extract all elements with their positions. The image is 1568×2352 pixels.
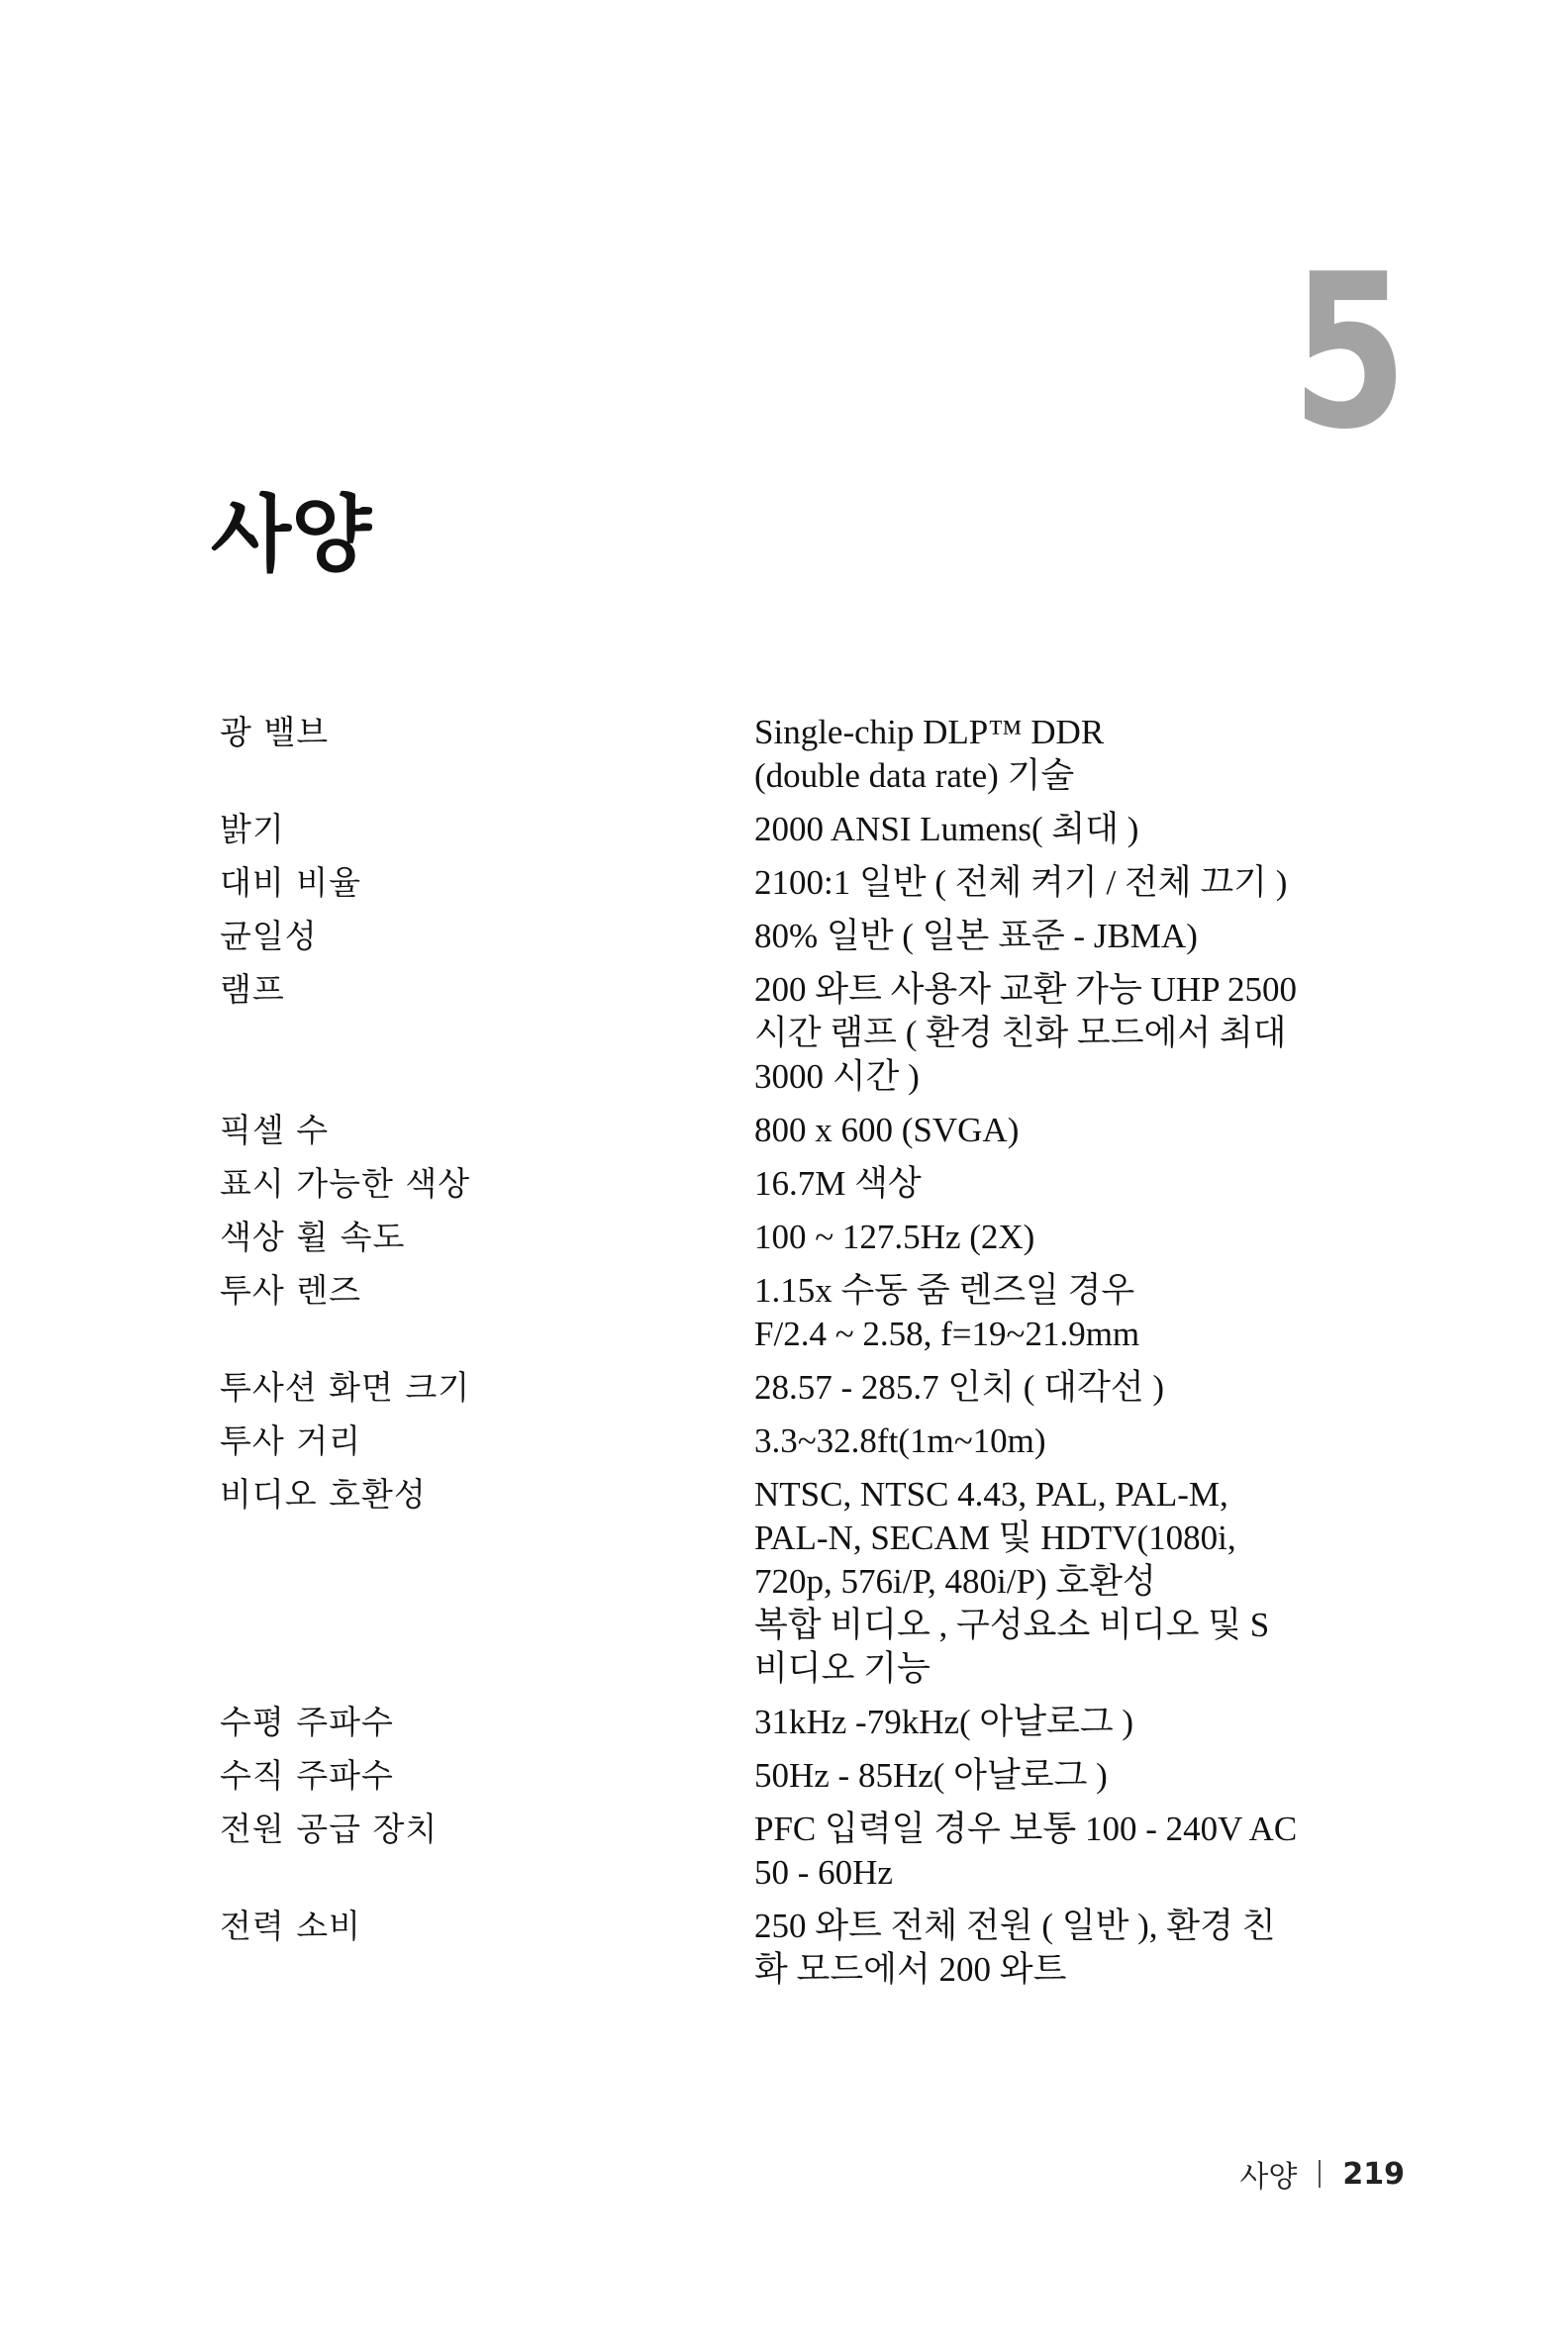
spec-label: 투사 거리 (220, 1421, 362, 1460)
spec-row (220, 1473, 1348, 1691)
spec-row (220, 1366, 1348, 1410)
spec-row (220, 1162, 1348, 1206)
spec-label: 투사 렌즈 (220, 1271, 362, 1310)
spec-value: 2000 ANSI Lumens( 최대 ) (754, 810, 1139, 848)
spec-label: 광 밸브 (220, 713, 330, 751)
spec-value: 800 x 600 (SVGA) (754, 1111, 1020, 1149)
spec-label: 표시 가능한 색상 (220, 1164, 471, 1203)
spec-value: Single-chip DLP™ DDR (double data rate) 기술 (754, 713, 1105, 795)
spec-row (220, 915, 1348, 958)
spec-row (220, 1216, 1348, 1259)
spec-label: 투사션 화면 크기 (220, 1368, 471, 1407)
spec-table (220, 711, 1348, 2002)
spec-row (220, 1754, 1348, 1798)
spec-value: 200 와트 사용자 교환 가능 UHP 2500 시간 램프 ( 환경 친화 모드에서 최대 3000 시간 ) (754, 970, 1298, 1096)
spec-label: 전력 소비 (220, 1907, 362, 1945)
spec-value: 16.7M 색상 (754, 1164, 922, 1203)
spec-row (220, 711, 1348, 798)
spec-label: 균일성 (220, 917, 318, 955)
spec-row (220, 808, 1348, 851)
spec-label: 픽셀 수 (220, 1111, 330, 1149)
spec-value: 31kHz -79kHz( 아날로그 ) (754, 1703, 1134, 1741)
spec-row (220, 1905, 1348, 1992)
spec-row (220, 1420, 1348, 1463)
spec-label: 수평 주파수 (220, 1703, 394, 1741)
spec-row (220, 1701, 1348, 1744)
spec-row (220, 968, 1348, 1099)
spec-label: 밝기 (220, 810, 285, 848)
spec-row (220, 1269, 1348, 1356)
chapter-number: 5 (1292, 228, 1405, 476)
spec-value: 28.57 - 285.7 인치 ( 대각선 ) (754, 1368, 1165, 1407)
spec-row (220, 1109, 1348, 1152)
spec-label: 전원 공급 장치 (220, 1810, 439, 1848)
spec-value: 250 와트 전체 전원 ( 일반 ), 환경 친 화 모드에서 200 와트 (754, 1907, 1276, 1989)
chapter-title: 사양 (211, 486, 372, 583)
spec-value: 1.15x 수동 줌 렌즈일 경우 F/2.4 ~ 2.58, f=19~21.9mm (754, 1271, 1140, 1353)
spec-value: NTSC, NTSC 4.43, PAL, PAL-M, PAL-N, SECAM 및 HDTV(1080i, 720p, 576i/P, 480i/P) 호환성 복합 비디오 , 구성요소 비디오 및 S 비디오 기능 (754, 1475, 1270, 1688)
page-footer (1239, 2152, 1405, 2196)
spec-row (220, 1808, 1348, 1895)
spec-label: 색상 휠 속도 (220, 1218, 406, 1256)
spec-label: 램프 (220, 970, 285, 1009)
spec-label: 비디오 호환성 (220, 1475, 427, 1514)
spec-label: 수직 주파수 (220, 1756, 394, 1795)
footer-separator (1319, 2160, 1321, 2188)
spec-value: PFC 입력일 경우 보통 100 - 240V AC 50 - 60Hz (754, 1810, 1298, 1892)
spec-label: 대비 비율 (220, 863, 362, 902)
footer-section-title: 사양 (1239, 2160, 1298, 2195)
spec-value: 50Hz - 85Hz( 아날로그 ) (754, 1756, 1108, 1795)
spec-value: 2100:1 일반 ( 전체 켜기 / 전체 끄기 ) (754, 863, 1288, 902)
spec-value: 100 ~ 127.5Hz (2X) (754, 1218, 1035, 1256)
spec-value: 3.3~32.8ft(1m~10m) (754, 1421, 1046, 1460)
spec-row (220, 861, 1348, 905)
spec-value: 80% 일반 ( 일본 표준 - JBMA) (754, 917, 1198, 955)
page-number: 219 (1342, 2156, 1405, 2192)
